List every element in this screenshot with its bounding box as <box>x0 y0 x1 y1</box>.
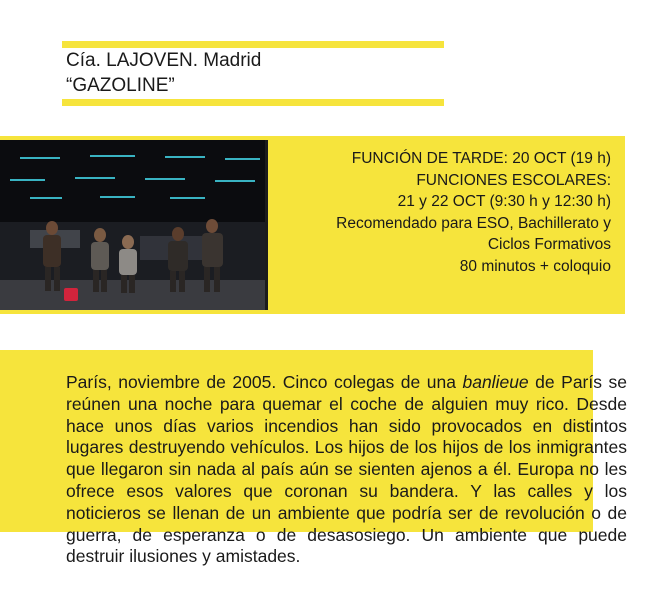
info-line-cycles: Ciclos Formativos <box>487 236 611 253</box>
info-line-duration: 80 minutos + coloquio <box>459 257 611 275</box>
schedule-info <box>336 148 611 277</box>
company-name: Cía. LAJOVEN. Madrid <box>66 50 262 71</box>
info-line-evening-show: FUNCIÓN DE TARDE: 20 OCT (19 h) <box>351 150 611 167</box>
synopsis-italic-word: banlieue <box>462 372 529 392</box>
synopsis-part-2: de París se reúnen una noche para quemar el coche de alguien muy rico. Desde hace unos días varios incendios han sido provocados en distintos lugares destruyendo vehículos. Los hijos de los hijos de los inmigrantes que llegaron sin nada al país aún se sienten ajenos a él. Europa no les ofrece esos valores que coronan su bandera. Y las calles y los noticieros se llenan de un ambiente que podría ser de revolución o de guerra, de esperanza o de desasosiego. Un ambiente que puede destruir ilusiones y amistades. <box>66 372 627 567</box>
show-title: “GAZOLINE” <box>66 75 175 96</box>
stage-photo <box>0 140 268 310</box>
synopsis-paragraph <box>66 372 627 568</box>
synopsis-part-1: París, noviembre de 2005. Cinco colegas de una <box>66 372 463 392</box>
info-line-school-shows-heading: FUNCIONES ESCOLARES: <box>416 171 611 189</box>
info-line-school-dates: 21 y 22 OCT (9:30 h y 12:30 h) <box>397 193 611 210</box>
header-rule-bottom <box>62 99 444 106</box>
info-line-recommended: Recomendado para ESO, Bachillerato y <box>336 214 611 232</box>
header-rule-top <box>62 41 444 48</box>
